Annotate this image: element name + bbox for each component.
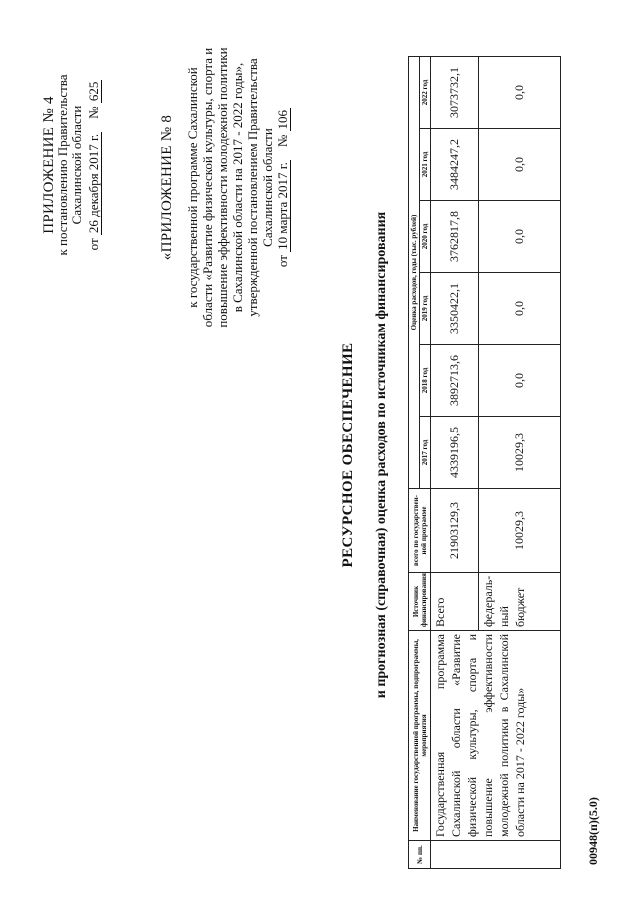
appendix-4-line-1: к постановлению Правительства — [55, 74, 70, 256]
cell-value: 3073732,1 — [431, 57, 479, 129]
cell-source-total: Всего — [431, 573, 479, 631]
appendix-8-block — [160, 15, 290, 360]
appendix-8-line-4: в Сахалинской области на 2017 - 2022 годы», — [230, 62, 245, 313]
cell-value: 0,0 — [479, 273, 561, 345]
header-year-2018: 2018 год — [420, 345, 431, 417]
cell-program-name: Государственная программа Сахалинской области «Развитие физической культуры, спорта и повышение эффективности молодежной политики в Сахалинской области на 2017 - 2022 годы» — [431, 631, 561, 841]
table-header-row-1 — [409, 57, 420, 869]
appendix-4-number: 625 — [86, 81, 101, 102]
appendix-4-date-line — [87, 25, 101, 305]
header-year-2022: 2022 год — [420, 57, 431, 129]
appendix-8-from: от — [275, 255, 290, 268]
header-name: Наименование государственной программы, подпрограммы, мероприятия — [409, 631, 431, 841]
heading-resource-provision: РЕСУРСНОЕ ОБЕСПЕЧЕНИЕ — [340, 342, 356, 568]
appendix-4-date: 26 декабря 2017 г. — [86, 133, 101, 234]
cell-num — [431, 841, 561, 869]
cell-value: 3892713,6 — [431, 345, 479, 417]
appendix-8-line-2: области «Развитие физической культуры, спорта и — [200, 47, 215, 328]
cell-value: 0,0 — [479, 345, 561, 417]
resource-table — [408, 56, 561, 869]
cell-value: 3484247,2 — [431, 129, 479, 201]
appendix-8-date-line — [275, 15, 290, 360]
cell-value: 3762817,8 — [431, 201, 479, 273]
header-year-2019: 2019 год — [420, 273, 431, 345]
appendix-8-number: 106 — [275, 109, 290, 130]
header-num: № пп. — [409, 841, 431, 869]
appendix-8-date: 10 марта 2017 г. — [275, 162, 290, 250]
appendix-4-block — [42, 25, 101, 305]
header-year-2017: 2017 год — [420, 417, 431, 489]
cell-value: 0,0 — [479, 129, 561, 201]
cell-value: 4339196,5 — [431, 417, 479, 489]
appendix-8-line-6: Сахалинской области — [260, 128, 275, 247]
cell-value: 0,0 — [479, 201, 561, 273]
header-source: Источник финансирования — [409, 573, 431, 631]
document-code: 00948(п)(5.0) — [586, 797, 600, 865]
appendix-8-line-1: к государственной программе Сахалинской — [185, 67, 200, 308]
appendix-8-line-5: утвержденной постановлением Правительства — [245, 58, 260, 317]
cell-total: 10029,3 — [479, 489, 561, 573]
appendix-8-line-3: повышение эффективности молодежной политики — [215, 47, 230, 328]
header-estimate-group: Оценка расходов, годы (тыс. рублей) — [409, 57, 420, 489]
appendix-4-from: от — [86, 238, 101, 251]
heading-forecast-estimate: и прогнозная (справочная) оценка расходов по источникам финансирования — [374, 211, 389, 699]
cell-value: 10029,3 — [479, 417, 561, 489]
cell-total: 21903129,3 — [431, 489, 479, 573]
header-year-2021: 2021 год — [420, 129, 431, 201]
appendix-4-line-2: Сахалинской области — [69, 105, 84, 225]
cell-value: 3350422,1 — [431, 273, 479, 345]
appendix-8-number-label: № — [275, 134, 290, 148]
cell-value: 0,0 — [479, 57, 561, 129]
header-year-2020: 2020 год — [420, 201, 431, 273]
header-total: всего по государствен-ной программе — [409, 489, 431, 573]
table-row — [431, 57, 479, 869]
appendix-4-title: ПРИЛОЖЕНИЕ № 4 — [41, 96, 57, 234]
appendix-4-number-label: № — [86, 106, 101, 119]
appendix-8-title: «ПРИЛОЖЕНИЕ № 8 — [159, 114, 175, 261]
cell-source-federal: федераль-ный бюджет — [479, 573, 561, 631]
